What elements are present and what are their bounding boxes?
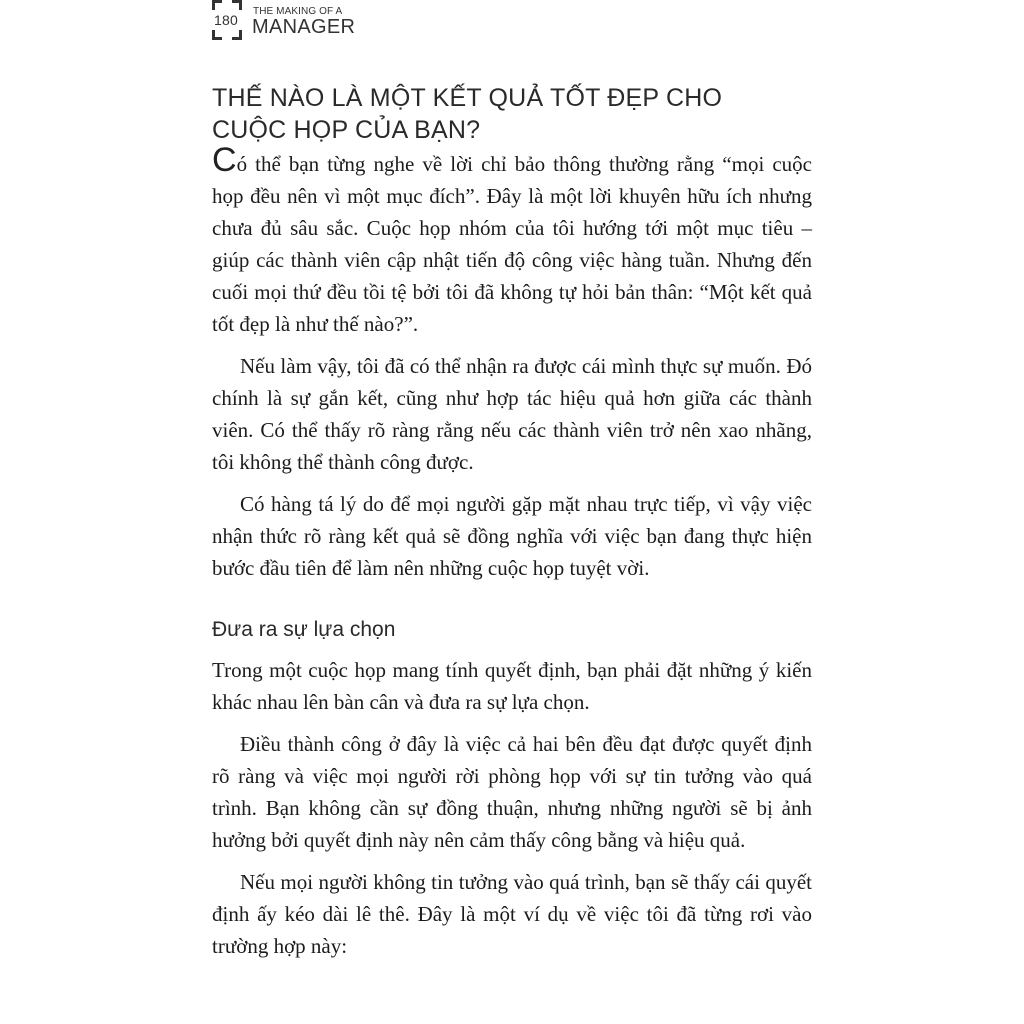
running-header <box>212 0 412 42</box>
paragraph-2: Nếu làm vậy, tôi đã có thể nhận ra được cái mình thực sự muốn. Đó chính là sự gắn kết, cũng như hợp tác hiệu quả hơn giữa các thành viên. Có thể thấy rõ ràng rằng nếu các thành viên trở nên xao nhãng, tôi không thể thành công được. <box>212 354 812 474</box>
book-title-prefix: THE MAKING OF A <box>253 6 343 17</box>
section-heading: Đưa ra sự lựa chọn <box>212 618 396 641</box>
page-number: 180 <box>214 12 238 28</box>
corner-bracket-top-left <box>212 0 222 10</box>
page-body <box>212 82 812 962</box>
section-paragraph-1: Trong một cuộc họp mang tính quyết định, bạn phải đặt những ý kiến khác nhau lên bàn cân và đưa ra sự lựa chọn. <box>212 658 812 714</box>
intro-paragraph-text: ó thể bạn từng nghe về lời chỉ bảo thông thường rằng “mọi cuộc họp đều nên vì một mục đích”. Đây là một lời khuyên hữu ích nhưng chưa đủ sâu sắc. Cuộc họp nhóm của tôi hướng tới một mục tiêu – giúp các thành viên cập nhật tiến độ công việc hàng tuần. Nhưng đến cuối mọi thứ đều tồi tệ bởi tôi đã không tự hỏi bản thân: “Một kết quả tốt đẹp là như thế nào?”. <box>212 152 812 336</box>
paragraph-3: Có hàng tá lý do để mọi người gặp mặt nhau trực tiếp, vì vậy việc nhận thức rõ ràng kết quả sẽ đồng nghĩa với việc bạn đang thực hiện bước đầu tiên để làm nên những cuộc họp tuyệt vời. <box>212 492 812 580</box>
book-title: MANAGER <box>252 16 356 38</box>
corner-bracket-bottom-right <box>232 30 242 40</box>
drop-letter: C <box>212 141 237 179</box>
section-paragraph-3: Nếu mọi người không tin tưởng vào quá trình, bạn sẽ thấy cái quyết định ấy kéo dài lê thê. Đây là một ví dụ về việc tôi đã từng rơi vào trường hợp này: <box>212 870 812 958</box>
corner-bracket-bottom-left <box>212 30 222 40</box>
intro-paragraph <box>212 141 812 340</box>
corner-bracket-top-right <box>232 0 242 10</box>
chapter-title: THẾ NÀO LÀ MỘT KẾT QUẢ TỐT ĐẸP CHO CUỘC HỌP CỦA BẠN? <box>212 84 723 144</box>
section-paragraph-2: Điều thành công ở đây là việc cả hai bên đều đạt được quyết định rõ ràng và việc mọi người rời phòng họp với sự tin tưởng vào quá trình. Bạn không cần sự đồng thuận, nhưng những người sẽ bị ảnh hưởng bởi quyết định này nên cảm thấy công bằng và hiệu quả. <box>212 732 812 852</box>
